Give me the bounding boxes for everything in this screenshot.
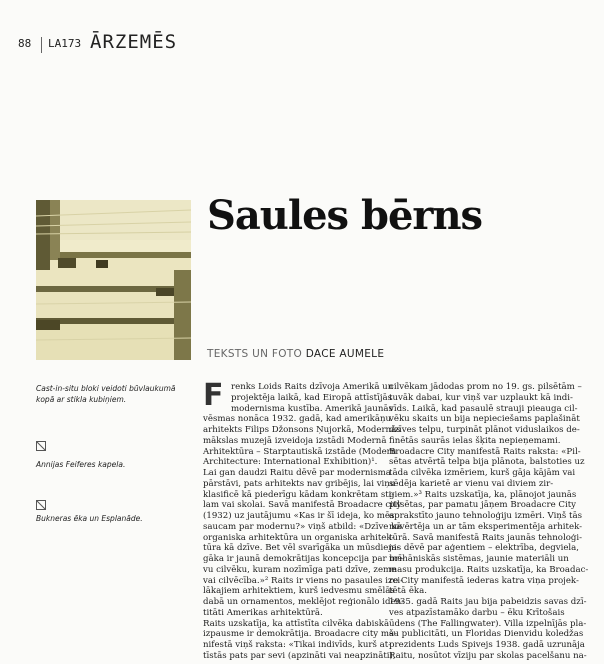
header-divider	[41, 37, 42, 53]
body-line: Arhitektūra – Starptautiskā izstāde (Modern	[203, 446, 397, 457]
body-line: sēdēja karietē ar vienu vai diviem zir-	[389, 478, 554, 489]
body-line: šu publicitāti, un Floridas Dienvidu koledžas	[389, 629, 584, 640]
body-line: finētās saurās ielas šķita nepieņemami.	[389, 435, 561, 446]
body-line: organiska arhitektūra un organiska arhitek-	[203, 532, 395, 543]
body-line: ves atpazīstamāko darbu – ēku Krītošais	[389, 607, 565, 618]
body-line: modernisma kustība. Amerikā jaunās	[231, 403, 393, 414]
body-line: giem.»³ Raits uzskatīja, ka, plānojot jaunās	[389, 489, 577, 500]
body-line: dabā un ornamentos, meklējot reģionālo iden-	[203, 597, 404, 607]
body-line: pārstāvi, pats arhitekts nav gribējis, lai viņu	[203, 478, 396, 489]
body-line: tīstās pats par sevi (apzināti vai neapzināti),	[203, 650, 396, 661]
body-line: saucam par modernu?» viņš atbild: «Dzīve kā	[203, 521, 402, 532]
body-line: vu cilvēku, kuram nozīmīga pati dzīve, zeme	[203, 564, 397, 575]
body-line: cilvēkam jādodas prom no 19. gs. pilsētām –	[389, 382, 582, 392]
article-body-column-1	[203, 378, 405, 662]
body-line: tūrā. Savā manifestā Raits jaunās tehnoloģi-	[389, 532, 583, 543]
body-line: klasificē kā piederīgu kādam konkrētam sti-	[203, 489, 395, 500]
photo-caption-1: Cast-in-situ bloki veidoti būvlaukumā kopā ar stikla kubiņiem.	[36, 384, 176, 404]
body-line: nifestā viņš raksta: «Tikai indivīds, kurš at-	[203, 640, 392, 650]
body-line: vīds. Laikā, kad pasaulē strauji pieauga cil-	[389, 403, 578, 414]
body-line: 1935. gadā Raits jau bija pabeidzis savas dzī-	[389, 597, 587, 607]
body-line: tāda cilvēka izmēriem, kurš gāja kājām vai	[389, 468, 576, 478]
body-line: arhitekts Filips Džonsons Ņujorkā, Modernās	[203, 425, 401, 435]
body-line: vēku skaits un bija nepieciešams paplašināt	[389, 414, 580, 425]
body-line: izpausme ir demokrātija. Broadacre city ma-	[203, 629, 398, 640]
body-line: masu produkcija. Raits uzskatīja, ka Broadac-	[389, 564, 589, 575]
body-line: ūdens (The Fallingwater). Villa izpelnījās pla-	[389, 618, 587, 629]
credit-author: DACE AUMELE	[305, 348, 385, 360]
section-title: ĀRZEMĒS	[90, 31, 178, 53]
body-line: (1932) uz jautājumu «Kas ir šī ideja, ko mēs	[203, 511, 395, 521]
body-line: tuvāk dabai, kur viņš var uzplaukt kā indi-	[389, 392, 573, 403]
body-line: renks Loids Raits dzīvoja Amerikā un	[231, 382, 394, 392]
body-line: Broadacre City manifestā Raits raksta: «Pil-	[389, 446, 581, 457]
photo-caption-2: Annijas Feiferes kapela.	[36, 460, 126, 469]
photo-concrete-blocks	[36, 200, 191, 360]
body-line: Architecture: International Exhibition)¹.	[203, 457, 378, 468]
body-line: tētā ēka.	[389, 586, 427, 597]
page-number: 88	[18, 37, 32, 50]
body-line: tūra kā dzīve. Bet vēl svarīgāka un mūsdieni-	[203, 543, 400, 554]
article-body-column-2	[389, 382, 589, 662]
body-line: pilsētas, par pamatu jāņem Broadacre City	[389, 500, 577, 511]
body-line: sētas atvērtā telpa bija plānota, balstoties uz	[389, 457, 585, 468]
body-line: novērtēja un ar tām eksperimentēja arhitek-	[389, 521, 583, 532]
body-line: dzīves telpu, turpināt plānot viduslaikos de-	[389, 425, 580, 435]
body-line: aprakstīto jauno tehnoloģiju izmēri. Viņš tās	[389, 511, 582, 521]
article-credit	[207, 348, 384, 360]
body-line: vēsmas nonāca 1932. gadā, kad amerikāņu	[203, 414, 392, 425]
body-line: re City manifestā iederas katra viņa projek-	[389, 575, 579, 586]
body-line: gāka ir jaunā demokrātijas koncepcija par brī-	[203, 554, 405, 564]
photo-caption-3: Bukneras ēka un Esplanāde.	[36, 514, 143, 523]
image-icon	[36, 441, 46, 451]
body-line: lam vai skolai. Savā manifestā Broadacre city	[203, 500, 402, 511]
drop-cap: F	[203, 378, 224, 413]
body-line: titāti Amerikas arhitektūrā.	[203, 607, 323, 618]
body-line: Raits uzskatīja, ka attīstīta cilvēka dabiskā	[203, 618, 390, 629]
body-line: mehāniskās sistēmas, jaunie materiāli un	[389, 554, 569, 564]
body-line: jas dēvē par aģentiem – elektrība, degviela,	[389, 543, 580, 554]
image-icon	[36, 500, 46, 510]
body-line: Raitu, nosūtot vīziju par skolas pacelšanu na-	[389, 650, 587, 661]
body-line: Lai gan daudzi Raitu dēvē par modernisma	[203, 468, 391, 478]
article-title: Saules bērns	[207, 192, 483, 239]
body-line: mākslas muzejā izveidoja izstādi Modernā	[203, 435, 387, 446]
credit-label: TEKSTS UN FOTO	[207, 348, 303, 360]
issue-label: LA173	[48, 37, 82, 50]
body-line: projektēja laikā, kad Eiropā attīstījās	[231, 392, 393, 403]
body-line: prezidents Luds Spivejs 1938. gadā uzrunāja	[389, 640, 585, 650]
body-line: vai cilvēcība.»² Raits ir viens no pasaules izci-	[203, 575, 404, 586]
page-header	[18, 31, 598, 56]
article-photo	[36, 200, 191, 360]
body-line: lākajiem arhitektiem, kurš iedvesmu smēlās	[203, 586, 395, 597]
